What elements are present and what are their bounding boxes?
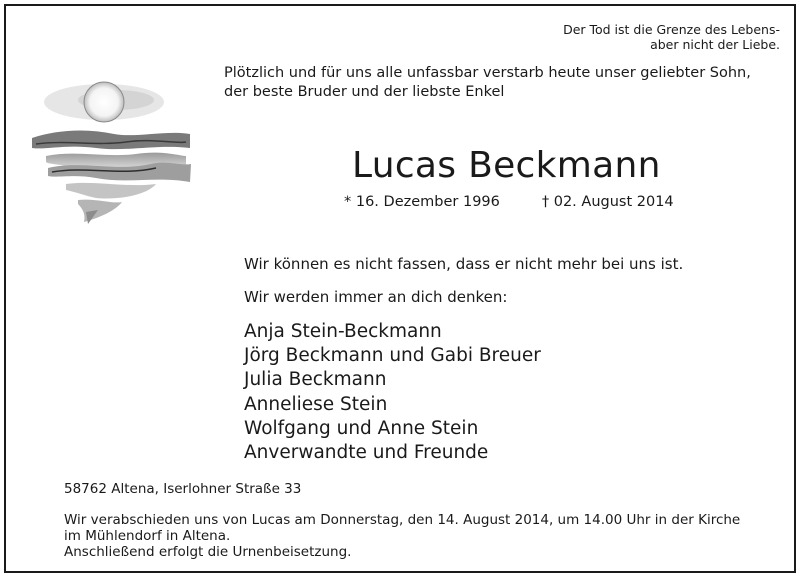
family-address: 58762 Altena, Iserlohner Straße 33 [64, 481, 302, 497]
message-line-2: Wir werden immer an dich denken: [244, 288, 508, 306]
mourner-name: Anneliese Stein [244, 393, 388, 415]
service-info [64, 512, 740, 560]
birth-date: * 16. Dezember 1996 [344, 194, 500, 210]
intro-line-2: der beste Bruder und der liebste Enkel [224, 84, 505, 100]
intro-line-1: Plötzlich und für uns alle unfassbar verstarb heute unser geliebter Sohn, [224, 65, 751, 81]
mourner-name: Wolfgang und Anne Stein [244, 417, 479, 439]
intro-text [224, 64, 751, 102]
obituary-notice [4, 4, 796, 573]
service-line-2: im Mühlendorf in Altena. [64, 528, 231, 544]
deceased-name: Lucas Beckmann [352, 145, 661, 186]
mourner-name: Jörg Beckmann und Gabi Breuer [244, 345, 541, 367]
mourner-name: Anja Stein-Beckmann [244, 321, 442, 342]
quote-line-2: aber nicht der Liebe. [650, 37, 780, 52]
death-date: † 02. August 2014 [541, 194, 674, 210]
life-dates [344, 192, 674, 212]
service-line-3: Anschließend erfolgt die Urnenbeisetzung. [64, 544, 352, 560]
mourners-list [244, 320, 541, 465]
epigraph-quote [563, 22, 780, 52]
moon-over-sea-artwork [26, 72, 196, 232]
mourner-name: Julia Beckmann [244, 369, 387, 391]
message-line-1: Wir können es nicht fassen, dass er nicht mehr bei uns ist. [244, 255, 684, 273]
mourner-name: Anverwandte und Freunde [244, 442, 489, 464]
quote-line-1: Der Tod ist die Grenze des Lebens- [563, 22, 780, 37]
service-line-1: Wir verabschieden uns von Lucas am Donnerstag, den 14. August 2014, um 14.00 Uhr in der Kirche [64, 512, 741, 528]
